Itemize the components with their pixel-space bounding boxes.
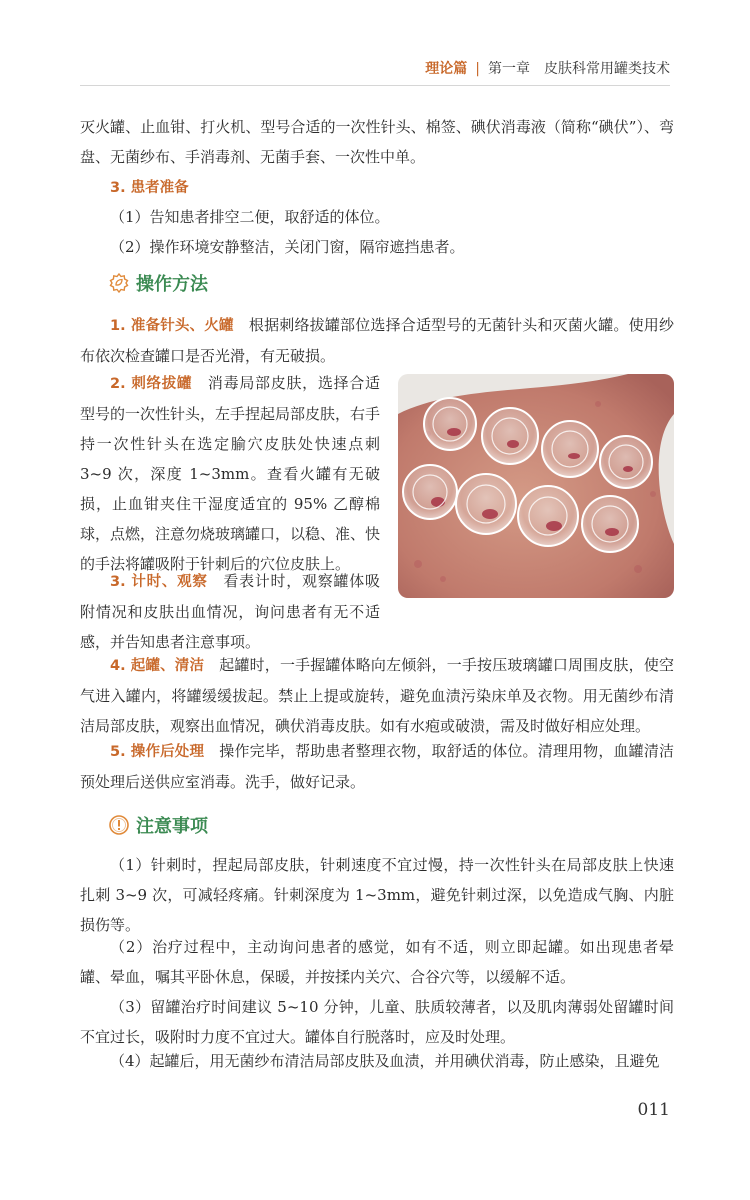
step-text: 看表计时，观察罐体吸附情况和皮肤出血情况，询问患者有无不适感，并告知患者注意事项。: [80, 572, 380, 651]
step-title: 1. 准备针头、火罐: [110, 318, 234, 334]
method-step-2: [80, 368, 380, 579]
step-text: 操作完毕，帮助患者整理衣物，取舒适的体位。清理用物，血罐清洁预处理后送供应室消毒。洗手，做好记录。: [80, 742, 674, 791]
step-title: 2. 刺络拔罐: [110, 376, 193, 392]
intro-paragraph: 灭火罐、止血钳、打火机、型号合适的一次性针头、棉签、碘伏消毒液（简称“碘伏”）、弯盘、无菌纱布、手消毒剂、无菌手套、一次性中单。: [80, 118, 674, 166]
cupping-photo: [398, 374, 674, 598]
step-text: 起罐时，一手握罐体略向左倾斜，一手按压玻璃罐口周围皮肤，使空气进入罐内，将罐缓缓拔起。禁止上提或旋转，避免血渍污染床单及衣物。用无菌纱布清洁局部皮肤，观察出血情况，碘伏消毒皮肤。如有水疱或破溃，需及时做好相应处理。: [80, 656, 674, 735]
step-text: 根据刺络拔罐部位选择合适型号的无菌针头和灭菌火罐。使用纱布依次检查罐口是否光滑，有无破损。: [80, 316, 674, 365]
header-divider: |: [475, 61, 480, 77]
method-section-heading: [108, 270, 208, 296]
note-item: （1）针刺时，捏起局部皮肤，针刺速度不宜过慢，持一次性针头在局部皮肤上快速扎刺 3~9 次，可减轻疼痛。针刺深度为 1~3mm，避免针刺过深，以免造成气胸、内脏损伤等。: [80, 856, 674, 934]
notes-section-heading: [108, 812, 208, 838]
method-step-5: [80, 736, 674, 797]
method-step-3: [80, 566, 380, 657]
running-header: [80, 58, 670, 78]
gear-leaf-icon: [108, 272, 130, 294]
method-step-1: [80, 310, 674, 371]
exclamation-circle-icon: [108, 814, 130, 836]
patient-prep-title: 3. 患者准备: [110, 180, 189, 196]
method-step-4: [80, 650, 674, 741]
step-title: 5. 操作后处理: [110, 744, 205, 760]
step-title: 4. 起罐、清洁: [110, 658, 205, 674]
patient-prep-heading: [80, 172, 674, 203]
patient-prep-item: （1）告知患者排空二便，取舒适的体位。: [110, 208, 390, 226]
note-item: （3）留罐治疗时间建议 5~10 分钟，儿童、肤质较薄者，以及肌肉薄弱处留罐时间不宜过长，吸附时力度不宜过大。罐体自行脱落时，应及时处理。: [80, 998, 674, 1046]
method-title: 操作方法: [136, 274, 208, 295]
header-rule: [80, 85, 670, 86]
note-item: （4）起罐后，用无菌纱布清洁局部皮肤及血渍，并用碘伏消毒，防止感染，且避免: [110, 1052, 660, 1070]
page-number: 011: [637, 1100, 670, 1120]
step-text: 消毒局部皮肤，选择合适型号的一次性针头，左手捏起局部皮肤，右手持一次性针头在选定腧穴皮肤处快速点刺3~9 次，深度 1~3mm。查看火罐有无破损，止血钳夹住干湿度适宜的 95% 乙醇棉球，点燃，注意勿烧玻璃罐口，以稳、准、快的手法将罐吸附于针刺后的穴位皮肤上。: [80, 374, 381, 573]
header-part: 理论篇: [425, 61, 468, 77]
step-title: 3. 计时、观察: [110, 574, 208, 590]
notes-title: 注意事项: [136, 816, 208, 837]
note-item: （2）治疗过程中，主动询问患者的感觉，如有不适，则立即起罐。如出现患者晕罐、晕血，嘱其平卧休息，保暖，并按揉内关穴、合谷穴等，以缓解不适。: [80, 938, 674, 986]
header-chapter: 第一章 皮肤科常用罐类技术: [488, 61, 670, 77]
patient-prep-item: （2）操作环境安静整洁，关闭门窗，隔帘遮挡患者。: [110, 238, 465, 256]
